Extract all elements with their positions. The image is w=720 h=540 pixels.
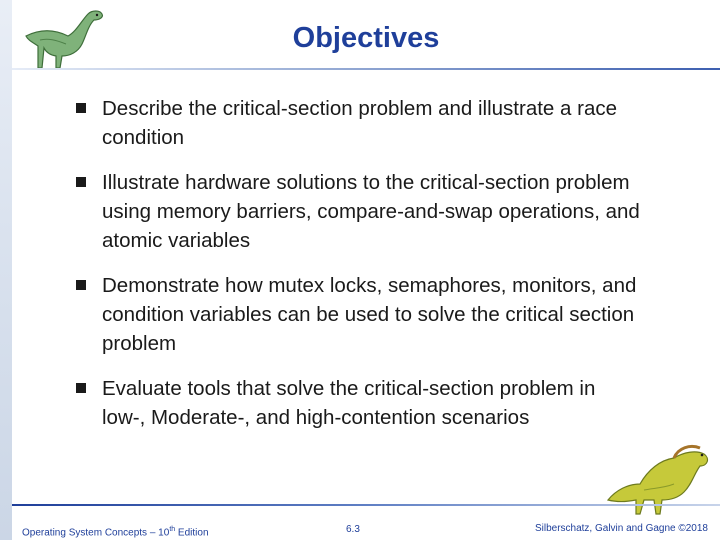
title-divider [12, 68, 720, 70]
copyright: Silberschatz, Galvin and Gagne ©2018 [534, 523, 708, 534]
book-title [22, 526, 209, 538]
square-bullet-icon [76, 177, 86, 187]
book-title-prefix: Operating System Concepts – 10 [22, 527, 170, 539]
footer-divider [12, 504, 720, 506]
side-decoration-strip [0, 0, 12, 540]
objectives-list [74, 94, 644, 448]
bullet-text: Demonstrate how mutex locks, semaphores, monitors, and condition variables can be used to solve the critical section problem [102, 274, 637, 355]
list-item [74, 168, 644, 255]
slide-title: Objectives [292, 22, 440, 54]
square-bullet-icon [76, 383, 86, 393]
page-number: 6.3 [346, 524, 360, 535]
square-bullet-icon [76, 103, 86, 113]
list-item [74, 374, 644, 432]
slide-footer [12, 504, 720, 540]
bullet-text: Evaluate tools that solve the critical-section problem in low-, Moderate-, and high-contention scenarios [102, 377, 596, 429]
bullet-text: Illustrate hardware solutions to the critical-section problem using memory barriers, compare-and-swap operations, and atomic variables [102, 171, 640, 252]
slide-header [0, 0, 720, 70]
list-item [74, 94, 644, 152]
bullet-text: Describe the critical-section problem and illustrate a race condition [102, 97, 618, 149]
book-title-superscript: th [169, 526, 176, 533]
list-item [74, 271, 644, 358]
square-bullet-icon [76, 280, 86, 290]
book-title-suffix: Edition [175, 527, 209, 539]
